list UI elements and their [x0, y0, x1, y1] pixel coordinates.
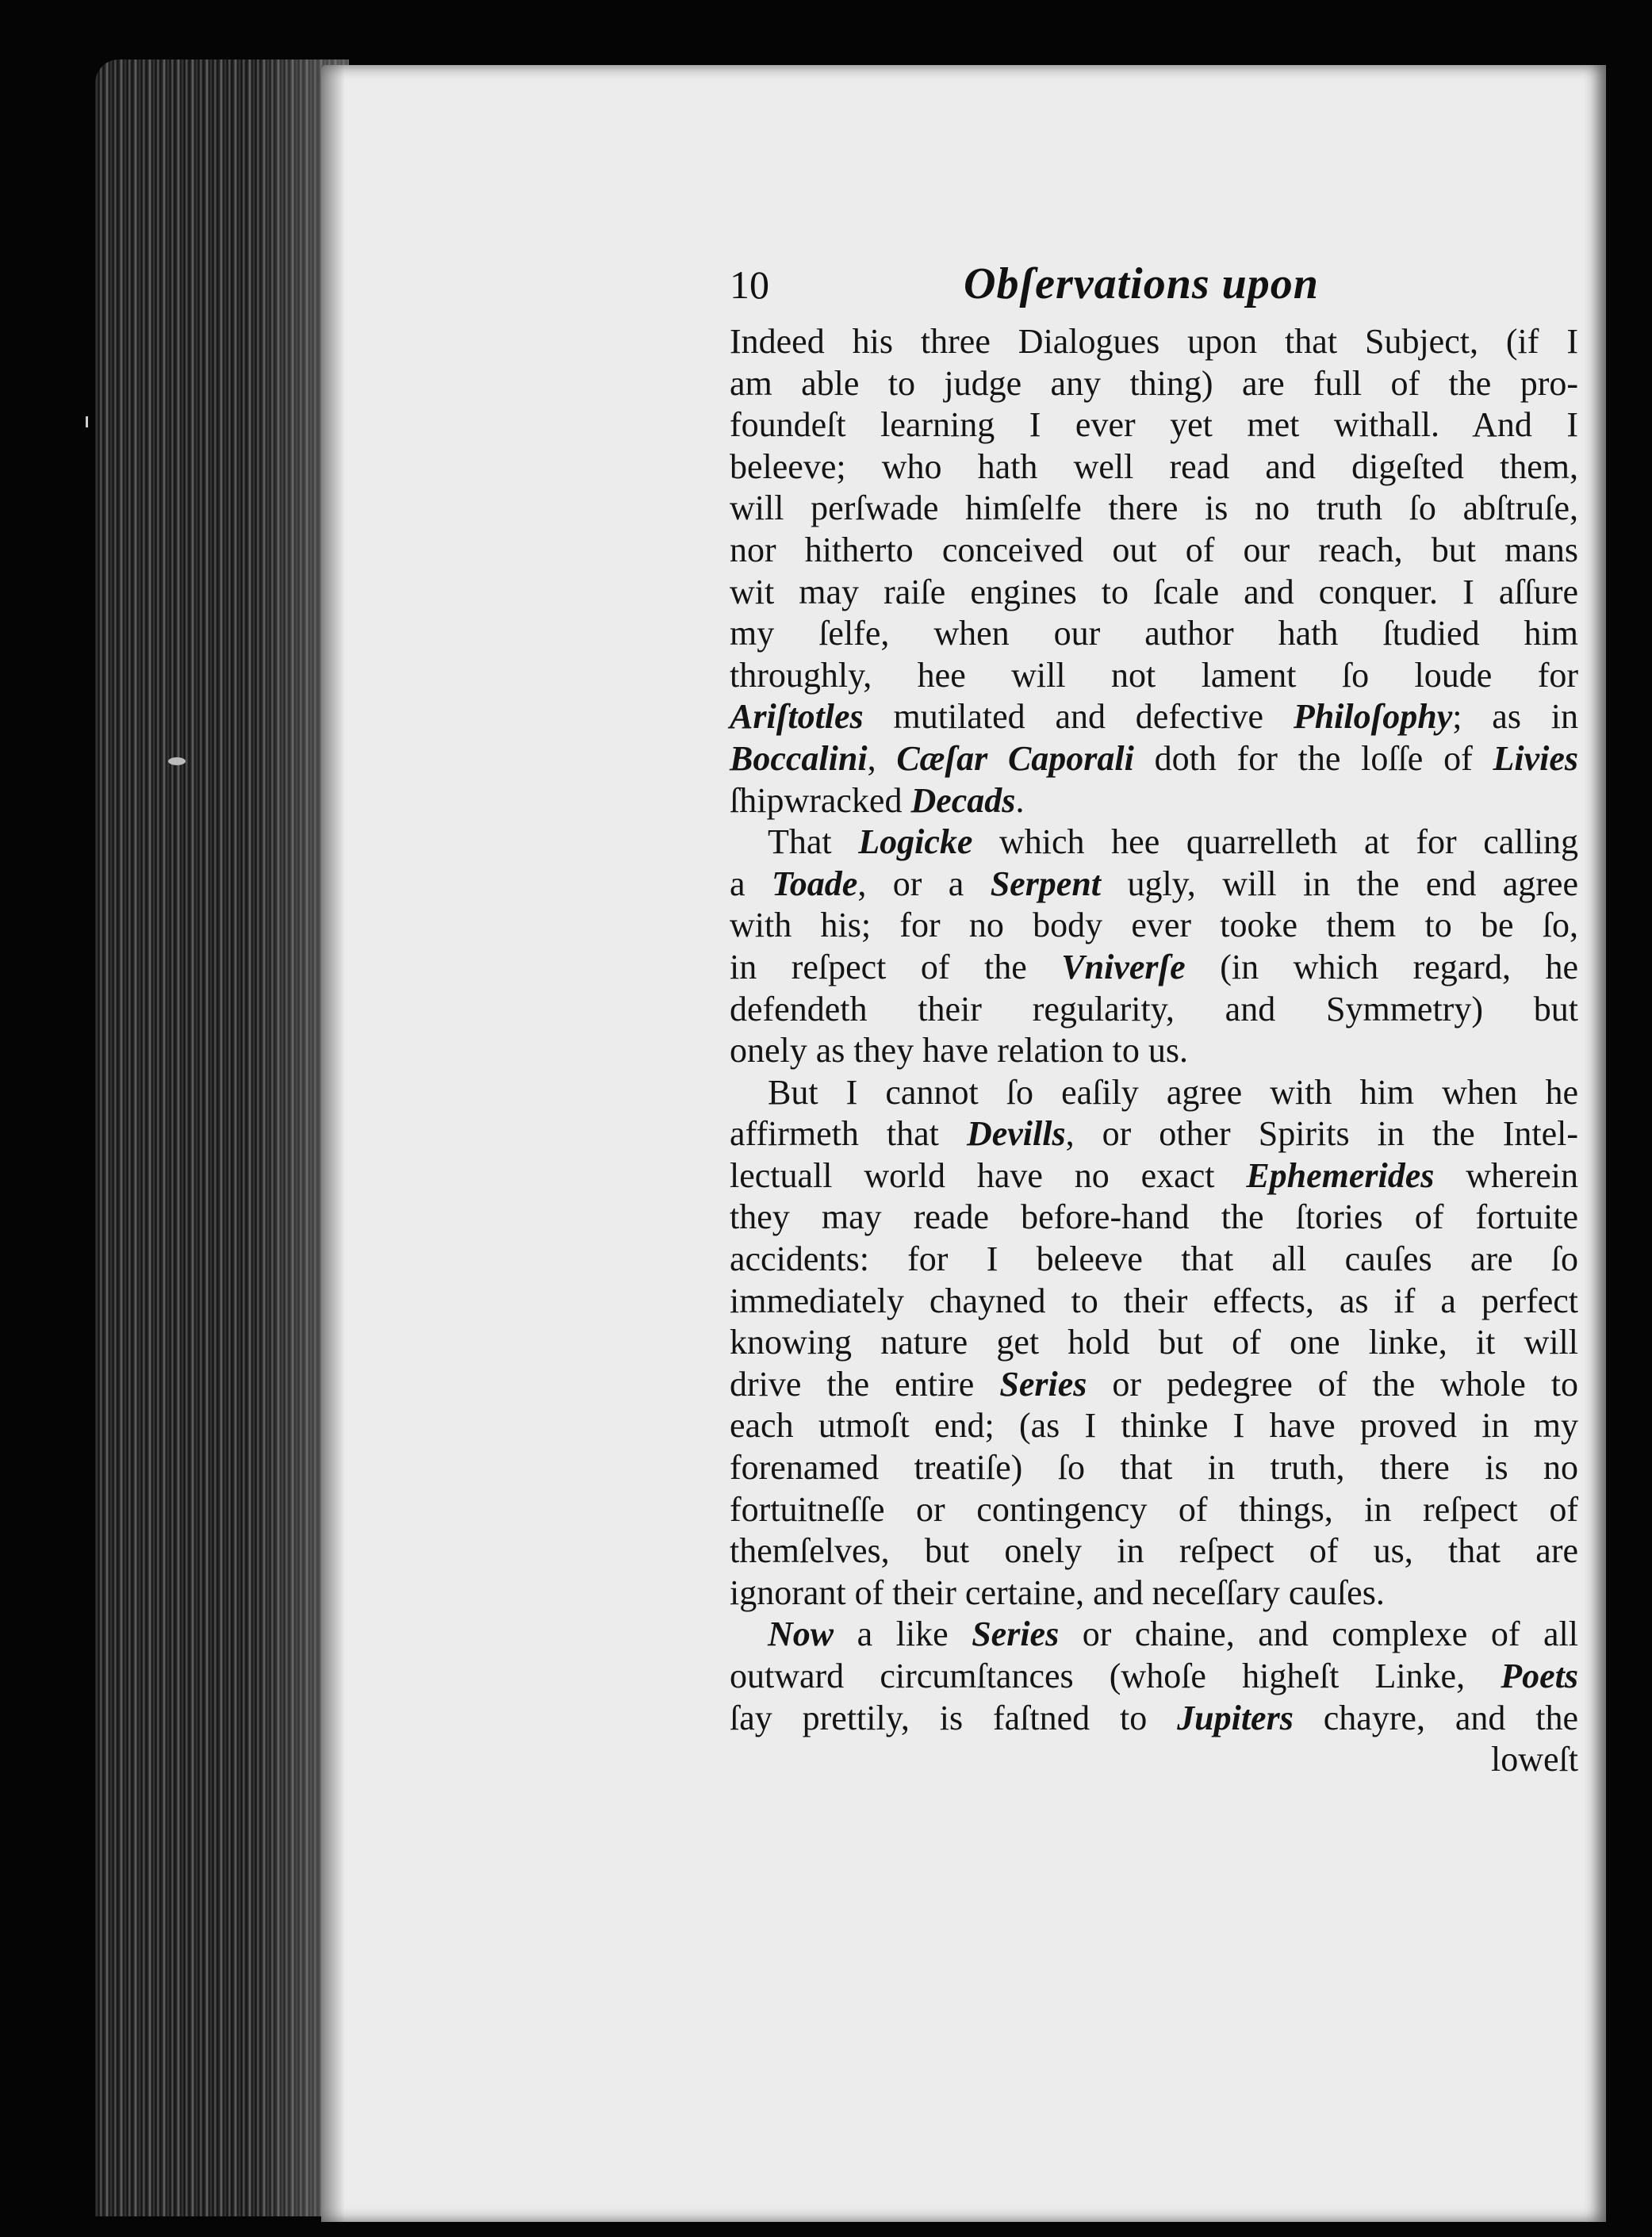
italic-term: Ariſtotles [730, 697, 864, 737]
italic-term: Cæſar Caporali [896, 738, 1134, 778]
text-line [730, 1447, 1578, 1489]
text-run: mutilated and defective [863, 697, 1294, 737]
italic-term: Livies [1493, 738, 1578, 778]
text-run: ſay prettily, is faſtned to [730, 1698, 1178, 1737]
text-line [730, 864, 1578, 906]
text-line [730, 1155, 1578, 1197]
text-line [730, 738, 1578, 780]
text-run: , or other Spirits in the Intel- [1065, 1114, 1578, 1154]
italic-term: Poets [1501, 1657, 1578, 1695]
text-run: doth for the loſſe of [1133, 738, 1493, 778]
text-run: a like [834, 1615, 972, 1654]
text-line [730, 488, 1578, 530]
text-run: wherein [1434, 1155, 1578, 1195]
text-line [730, 696, 1578, 738]
text-line [730, 947, 1578, 989]
text-line [730, 613, 1578, 655]
text-run: That [768, 822, 859, 862]
text-run: ſhipwracked [730, 780, 911, 820]
text-run: fortuitneſſe or contingency of things, in reſpect of [730, 1489, 1578, 1529]
text-run: chayre, and the [1293, 1698, 1578, 1737]
text-run: will perſwade himſelfe there is no truth ſo abſtruſe, [730, 488, 1578, 528]
text-line [730, 989, 1578, 1031]
text-line [730, 905, 1578, 947]
text-run: immediately chayned to their effects, as if a perfect [730, 1281, 1578, 1320]
text-line [730, 1281, 1578, 1323]
text-run: knowing nature get hold but of one linke, it will [730, 1323, 1578, 1362]
running-head: Obſervations upon [964, 259, 1319, 308]
italic-term: Logicke [858, 822, 973, 862]
text-run: themſelves, but onely in reſpect of us, that are [730, 1531, 1578, 1571]
text-run: defendeth their regularity, and Symmetry) but [730, 989, 1578, 1028]
catchword: loweſt [1491, 1740, 1578, 1779]
body-text [730, 321, 1578, 1781]
text-run: or chaine, and complexe of all [1059, 1615, 1578, 1654]
text-run: affirmeth that [730, 1114, 967, 1154]
text-run: nor hitherto conceived out of our reach, but mans [730, 530, 1578, 569]
text-run: onely as they have relation to us. [730, 1031, 1188, 1071]
italic-term: Jupiters [1177, 1698, 1294, 1737]
text-line [730, 1405, 1578, 1447]
text-run: each utmoſt end; (as I thinke I have proved in my [730, 1406, 1578, 1446]
italic-term: Serpent [990, 864, 1102, 903]
page-number: 10 [730, 262, 769, 307]
text-run: foundeſt learning I ever yet met withall. And I [730, 405, 1578, 445]
text-run: drive the entire [730, 1364, 1000, 1404]
page-header [730, 259, 1570, 325]
text-line [730, 1572, 1578, 1615]
text-run: which hee quarrelleth at for calling [972, 822, 1578, 862]
text-line [730, 1030, 1578, 1072]
text-run: ugly, will in the end agree [1101, 864, 1578, 903]
text-run: (in which regard, he [1185, 947, 1578, 986]
text-line [730, 1489, 1578, 1531]
italic-term: Ephemerides [1246, 1155, 1435, 1195]
text-run: forenamed treatiſe) ſo that in truth, there is no [730, 1448, 1578, 1488]
text-line [730, 572, 1578, 614]
text-line [730, 1656, 1578, 1698]
text-run: with his; for no body ever tooke them to be ſo, [730, 906, 1578, 945]
text-run: a [730, 864, 772, 903]
text-line [730, 1322, 1578, 1364]
text-run: But I cannot ſo eaſily agree with him when he [768, 1072, 1578, 1112]
text-line [730, 822, 1578, 864]
italic-term: Boccalini [730, 738, 868, 778]
italic-term: Series [972, 1615, 1060, 1654]
text-line [730, 321, 1578, 363]
text-line [730, 780, 1578, 822]
italic-term: Devills [966, 1114, 1066, 1154]
italic-term: Now [768, 1615, 834, 1654]
text-line [730, 1614, 1578, 1656]
italic-term: Toade [771, 864, 858, 903]
book-page-edges [95, 59, 349, 2216]
text-run: throughly, hee will not lament ſo loude for [730, 655, 1578, 695]
text-line [730, 404, 1578, 446]
text-line [730, 1364, 1578, 1406]
text-run: ; as in [1452, 697, 1578, 737]
text-line [730, 1113, 1578, 1155]
text-line [730, 446, 1578, 488]
text-run: in reſpect of the [730, 947, 1062, 986]
margin-speck [168, 757, 186, 765]
text-line [730, 1072, 1578, 1114]
italic-term: Decads [910, 780, 1016, 820]
italic-term: Vniverſe [1061, 947, 1186, 986]
text-line [730, 363, 1578, 405]
text-line [730, 1698, 1578, 1740]
text-run: outward circumſtances (whoſe higheſt Linke, [730, 1657, 1501, 1695]
text-run: wit may raiſe engines to ſcale and conquer. I aſſure [730, 572, 1578, 611]
text-run: . [1015, 780, 1025, 820]
text-run: ignorant of their certaine, and neceſſary cauſes. [730, 1572, 1385, 1612]
text-line [730, 1530, 1578, 1572]
text-line [730, 530, 1578, 572]
text-run: , or a [857, 864, 991, 903]
italic-term: Series [999, 1364, 1087, 1404]
text-line [730, 1197, 1578, 1239]
text-run: my ſelfe, when our author hath ſtudied him [730, 614, 1578, 653]
text-line [730, 655, 1578, 697]
text-run: beleeve; who hath well read and digeſted them, [730, 446, 1578, 486]
text-run: or pedegree of the whole to [1087, 1364, 1578, 1404]
text-run: am able to judge any thing) are full of the pro- [730, 363, 1578, 403]
text-line [730, 1239, 1578, 1281]
text-run: they may reade before-hand the ſtories of fortuite [730, 1197, 1578, 1237]
text-run: , [867, 738, 897, 778]
text-run: Indeed his three Dialogues upon that Subject, (if I [730, 322, 1578, 361]
italic-term: Philoſophy [1293, 697, 1453, 737]
margin-speck [86, 416, 88, 427]
text-run: lectuall world have no exact [730, 1155, 1247, 1195]
text-run: accidents: for I beleeve that all cauſes are ſo [730, 1239, 1578, 1279]
